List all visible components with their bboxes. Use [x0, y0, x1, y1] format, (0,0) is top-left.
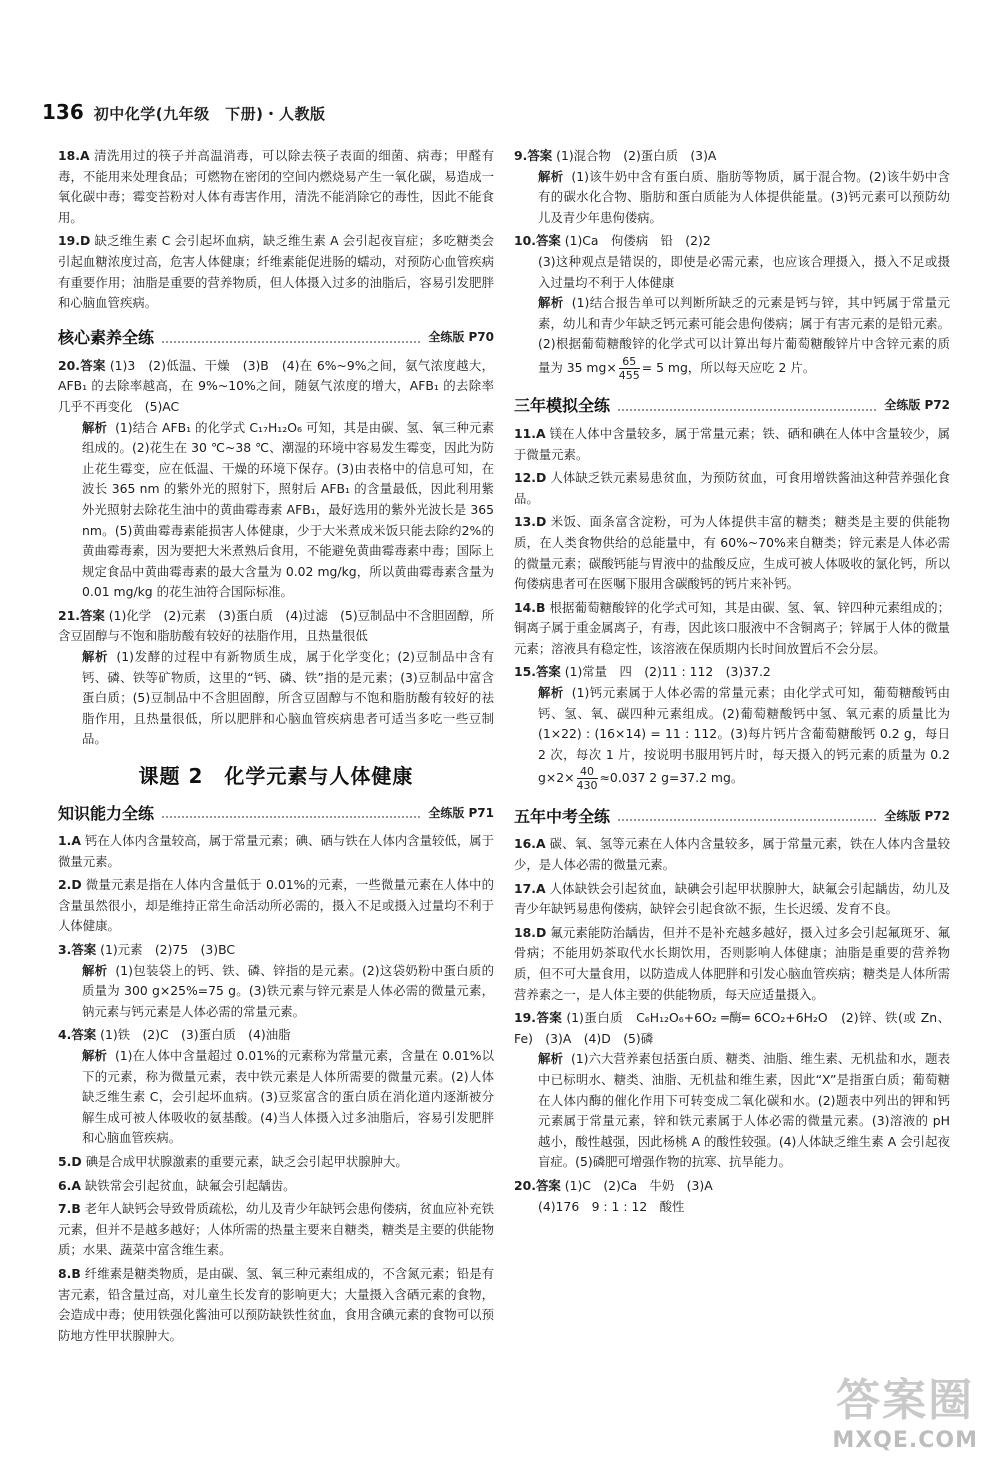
analysis: 解析 (1)钙元素属于人体必需的常量元素；由化学式可知，葡萄糖酸钙由钙、氢、氧、碳四种元素组成。(2)葡萄糖酸钙中氢、氧元素的质量比为(1×22) : (16×14) = 11 : 112。(3)每片钙片含葡萄糖酸钙 0.2 g，每日 2 次，每次 1 片，按说明书服用钙片时，每天摄入的钙元素的质量为 0.2 g×2× $\frac{40}{430}$ ≈0.037 2 g=37.2 mg。 [538, 685, 950, 793]
section-heading: 知识能力全练 全练版 P71 [58, 803, 494, 823]
analysis: 解析 (1)结合 AFB₁ 的化学式 C₁₇H₁₂O₆ 可知，其是由碳、氢、氧三种元素组成的。(2)花生在 30 ℃~38 ℃、潮湿的环境中容易发生霉变，因此为防止花生霉变，应在低温、干燥的环境下保存。(3)由表格中的信息可知，在波长 365 nm 的紫外光的照射下，照射后 AFB₁ 的含量最低，因此利用紫外光照射去除花生油中的黄曲霉毒素 AFB₁，最好选用的紫外光波长是 365 nm。(5)黄曲霉毒素能损害人体健康，少于大米煮成米饭只能去除约2%的黄曲霉毒素，因为要把大米煮熟后食用，不能避免黄曲霉毒素中毒；国际上规定食品中黄曲霉毒素的最大含量为 0.02 mg/kg，所以黄曲霉毒素含量为 0.01 mg/kg 的花生油符合国际标准。 [82, 419, 495, 600]
answer-item: 3.答案 (1)元素 (2)75 (3)BC 解析 (1)包装袋上的钙、铁、磷、锌指的是元素。(2)这袋奶粉中蛋白质的质量为 300 g×25%=75 g。(3)铁元素与锌元素是人体必需的微量元素，钠元素与钙元素是人体必需的常量元素。 [58, 940, 494, 1022]
topic-title: 课题 2 化学元素与人体健康 [138, 764, 414, 789]
analysis: 解析 (1)该牛奶中含有蛋白质、脂肪等物质，属于混合物。(2)该牛奶中含有的碳水化合物、脂肪和蛋白质能为人体提供能量。(3)钙元素可以预防幼儿及青少年患佝偻病。 [538, 168, 950, 225]
dotted-rule [162, 331, 420, 343]
analysis: 解析 (1)发酵的过程中有新物质生成，属于化学变化；(2)豆制品中含有钙、磷、铁等矿物质，这里的“钙、磷、铁”指的是元素；(3)豆制品中富含蛋白质；(5)豆制品中不含胆固醇，所含豆固醇与不饱和脂肪酸有较好的祛脂作用，且热量很低，所以肥胖和心脑血管疾病患者可适当多吃一些豆制品。 [82, 649, 495, 747]
answer-item: 10.答案 (1)Ca 佝偻病 铅 (2)2 (3)这种观点是错误的，即使是必需元素，也应该合理摄入，摄入不足或摄入过量均不利于人体健康 解析 (1)结合报告单可以判断所缺乏的元素是钙与锌，其中钙属于常量元素，幼儿和青少年缺乏钙元素可能会患佝偻病；属于有害元素的是铅元素。(2)根据葡萄糖酸锌的化学式可以计算出每片葡萄糖酸锌片中含锌元素的质量为 35 mg× $\frac{65}{455}$ = 5 mg，所以每天应吃 2 片。 [514, 233, 950, 382]
answer-item: 17.A 人体缺铁会引起贫血，缺碘会引起甲状腺肿大，缺氟会引起龋齿，幼儿及青少年缺钙易患佝偻病，缺锌会引起食欲不振，生长迟缓、发育不良。 [514, 880, 950, 917]
answer-item: 20.答案 (1)C (2)Ca 牛奶 (3)A (4)176 9 : 1 : 12 酸性 [514, 1177, 713, 1214]
fraction: $\frac{65}{455}$ [618, 354, 640, 382]
answer-item: 5.D 碘是合成甲状腺激素的重要元素，缺乏会引起甲状腺肿大。 [58, 1153, 408, 1169]
page-header [42, 100, 325, 128]
answer-item: 8.B 纤维素是糖类物质，是由碳、氢、氧三种元素组成的，不含氮元素；铅是有害元素，铅含量过高，对儿童生长发育的影响更大；大量摄入含硒元素的食物，会造成中毒；使用铁强化酱油可以预防缺铁性贫血，食用含碘元素的食物可以预防地方性甲状腺肿大。 [58, 1265, 494, 1343]
answer-item: 13.D 米饭、面条富含淀粉，可为人体提供丰富的糖类；糖类是主要的供能物质，在人类食物供给的总能量中，有 60%~70%来自糖类；锌元素是人体必需的微量元素；碳酸钙能与胃液中的盐酸反应，生成可被人体吸收的氯化钙，所以佝偻病患者可在医嘱下服用含碳酸钙的钙片来补钙。 [514, 514, 950, 592]
answer-item: 12.D 人体缺乏铁元素易患贫血，为预防贫血，可食用增铁酱油这种营养强化食品。 [514, 470, 950, 506]
answer-item: 11.A 镁在人体中含量较多，属于常量元素；铁、硒和碘在人体中含量较少，属于微量元素。 [514, 425, 950, 462]
analysis: 解析 (1)结合报告单可以判断所缺乏的元素是钙与锌，其中钙属于常量元素，幼儿和青少年缺乏钙元素可能会患佝偻病；属于有害元素的是铅元素。(2)根据葡萄糖酸锌的化学式可以计算出每片葡萄糖酸锌片中含锌元素的质量为 35 mg× $\frac{65}{455}$ = 5 mg，所以每天应吃 2 片。 [538, 295, 950, 382]
answer-item: 15.答案 (1)常量 四 (2)11 : 112 (3)37.2 解析 (1)钙元素属于人体必需的常量元素；由化学式可知，葡萄糖酸钙由钙、氢、氧、碳四种元素组成。(2)葡萄糖酸钙中氢、氧元素的质量比为(1×22) : (16×14) = 11 : 112。(3)每片钙片含葡萄糖酸钙 0.2 g，每日 2 次，每次 1 片，按说明书服用钙片时，每天摄入的钙元素的质量为 0.2 g×2× $\frac{40}{430}$ ≈0.037 2 g=37.2 mg。 [514, 664, 950, 793]
section-heading: 三年模拟全练 全练版 P72 [514, 396, 950, 416]
answer-item: 20.答案 (1)3 (2)低温、干燥 (3)B (4)在 6%~9%之间，氨气浓度越大，AFB₁ 的去除率越高，在 9%~10%之间，随氨气浓度的增大，AFB₁ 的去除率几乎不再变化 (5)AC 解析 (1)结合 AFB₁ 的化学式 C₁₇H₁₂O₆ 可知，其是由碳、氢、氧三种元素组成的。(2)花生在 30 ℃~38 ℃、潮湿的环境中容易发生霉变，因此为防止花生霉变，应在低温、干燥的环境下保存。(3)由表格中的信息可知，在波长 365 nm 的紫外光的照射下，照射后 AFB₁ 的含量最低，因此利用紫外光照射去除花生油中的黄曲霉毒素 AFB₁，最好选用的紫外光波长是 365 nm。(5)黄曲霉毒素能损害人体健康，少于大米煮成米饭只能去除约2%的黄曲霉毒素，因为要把大米煮熟后食用，不能避免黄曲霉毒素中毒；国际上规定食品中黄曲霉毒素的最大含量为 0.02 mg/kg，所以黄曲霉毒素含量为 0.01 mg/kg 的花生油符合国际标准。 [58, 356, 494, 603]
site-watermark-logo: 答案圈 MXQE.COM [832, 1375, 978, 1453]
answer-item: 4.答案 (1)铁 (2)C (3)蛋白质 (4)油脂 解析 (1)在人体中含量超过 0.01%的元素称为常量元素，含量在 0.01%以下的元素，称为微量元素，表中铁元素是人体所需要的微量元素。(2)人体缺乏维生素 C，会引起坏血病。(3)豆浆富含的蛋白质在消化道内逐渐被分解生成可被人体吸收的氨基酸。(4)当人体摄入过多油脂后，容易引发肥胖和心脑血管疾病。 [58, 1025, 494, 1149]
page-header-title: 初中化学(九年级 下册)・人教版 [93, 105, 326, 123]
right-column [514, 146, 950, 1220]
answer-item: 18.A 清洗用过的筷子并高温消毒，可以除去筷子表面的细菌、病毒；甲醛有毒，不能用来处理食品；可燃物在密闭的空间内燃烧易产生一氧化碳，易造成一氧化碳中毒；霉变苔粉对人体有毒害作用，清洗不能消除它的毒性，因此不能食用。 [58, 148, 494, 225]
left-column [58, 146, 494, 1349]
answer-item: 21.答案 (1)化学 (2)元素 (3)蛋白质 (4)过滤 (5)豆制品中不含胆固醇，所含豆固醇与不饱和脂肪酸有较好的祛脂作用，且热量很低 解析 (1)发酵的过程中有新物质生成，属于化学变化；(2)豆制品中含有钙、磷、铁等矿物质，这里的“钙、磷、铁”指的是元素；(3)豆制品中富含蛋白质；(5)豆制品中不含胆固醇，所含豆固醇与不饱和脂肪酸有较好的祛脂作用，且热量很低，所以肥胖和心脑血管疾病患者可适当多吃一些豆制品。 [58, 606, 494, 750]
fraction: $\frac{40}{430}$ [576, 765, 598, 793]
page-number: 136 [42, 100, 84, 124]
answer-item: 19.D 缺乏维生素 C 会引起坏血病，缺乏维生素 A 会引起夜盲症；多吃糖类会引起血糖浓度过高，危害人体健康；纤维素能促进肠的蠕动，对预防心血管疾病有重要作用；油脂是重要的营养物质，但人体摄入过多的油脂后，容易引发肥胖和心脑血管疾病。 [58, 233, 494, 311]
analysis: 解析 (1)包装袋上的钙、铁、磷、锌指的是元素。(2)这袋奶粉中蛋白质的质量为 300 g×25%=75 g。(3)铁元素与锌元素是人体必需的微量元素，钠元素与钙元素是人体必需的常量元素。 [82, 962, 494, 1019]
answer-item: 19.答案 (1)蛋白质 C₆H₁₂O₆+6O₂ ═酶═ 6CO₂+6H₂O (2)锌、铁(或 Zn、Fe) (3)A (4)D (5)磷 解析 (1)六大营养素包括蛋白质、糖类、油脂、维生素、无机盐和水，题表中已标明水、糖类、油脂、无机盐和维生素，因此“X”是指蛋白质；葡萄糖在人体内酶的催化作用下可转变成二氧化碳和水。(2)题表中列出的钾和钙元素属于常量元素，锌和铁元素属于人体必需的微量元素。(3)溶液的 pH 越小，酸性越强，因此杨桃 A 的酸性较强。(4)人体缺乏维生素 A 会引起夜盲症。(5)磷肥可增强作物的抗寒、抗旱能力。 [514, 1008, 950, 1173]
answer-item: 14.B 根据葡萄糖酸锌的化学式可知，其是由碳、氢、氧、锌四种元素组成的；铜离子属于重金属离子，有毒，因此该口服液中不含铜离子；锌属于人体的微量元素；溶液具有稳定性，该溶液在保质期内长时间放置后不会分层。 [514, 599, 950, 656]
analysis: 解析 (1)六大营养素包括蛋白质、糖类、油脂、维生素、无机盐和水，题表中已标明水、糖类、油脂、无机盐和维生素，因此“X”是指蛋白质；葡萄糖在人体内酶的催化作用下可转变成二氧化碳和水。(2)题表中列出的钾和钙元素属于常量元素，锌和铁元素属于人体必需的微量元素。(3)溶液的 pH 越小，酸性越强，因此杨桃 A 的酸性较强。(4)人体缺乏维生素 A 会引起夜盲症。(5)磷肥可增强作物的抗寒、抗旱能力。 [538, 1051, 950, 1170]
answer-item: 7.B 老年人缺钙会导致骨质疏松，幼儿及青少年缺钙会患佝偻病，贫血应补充铁元素，但并不是越多越好；人体所需的热量主要来自糖类，糖类是主要的供能物质；水果、蔬菜中富含维生素。 [58, 1201, 494, 1258]
dotted-rule [162, 806, 420, 818]
dotted-rule [618, 399, 876, 411]
answer-item: 9.答案 (1)混合物 (2)蛋白质 (3)A 解析 (1)该牛奶中含有蛋白质、脂肪等物质，属于混合物。(2)该牛奶中含有的碳水化合物、脂肪和蛋白质能为人体提供能量。(3)钙元素可以预防幼儿及青少年患佝偻病。 [514, 146, 950, 228]
section-heading: 五年中考全练 全练版 P72 [514, 806, 950, 826]
dotted-rule [618, 809, 876, 821]
analysis: 解析 (1)在人体中含量超过 0.01%的元素称为常量元素，含量在 0.01%以下的元素，称为微量元素，表中铁元素是人体所需要的微量元素。(2)人体缺乏维生素 C，会引起坏血病。(3)豆浆富含的蛋白质在消化道内逐渐被分解生成可被人体吸收的氨基酸。(4)当人体摄入过多油脂后，容易引发肥胖和心脑血管疾病。 [82, 1047, 495, 1146]
answer-item: 16.A 碳、氧、氢等元素在人体内含量较多，属于常量元素，铁在人体内含量较少，是人体必需的微量元素。 [514, 836, 950, 873]
section-heading: 核心素养全练 全练版 P70 [58, 328, 494, 348]
answer-item: 2.D 微量元素是指在人体内含量低于 0.01%的元素，一些微量元素在人体中的含量虽然很小，却是维持正常生命活动所必需的，摄入不足或摄入过量均不利于人体健康。 [58, 877, 494, 934]
answer-item: 18.D 氟元素能防治龋齿，但并不是补充越多越好，摄入过多会引起氟斑牙、氟骨病；不能用奶茶取代水长期饮用，否则影响人体健康；油脂是重要的营养物质，但不可大量食用，以防造成人体肥胖和引发心脑血管疾病；糖类是人体所需营养素之一，是人体主要的供能物质，每天应适量摄入。 [514, 924, 950, 1002]
answer-item: 6.A 缺铁常会引起贫血，缺氟会引起龋齿。 [58, 1177, 296, 1193]
answer-item: 1.A 钙在人体内含量较高，属于常量元素；碘、硒与铁在人体内含量较低，属于微量元素。 [58, 833, 494, 869]
